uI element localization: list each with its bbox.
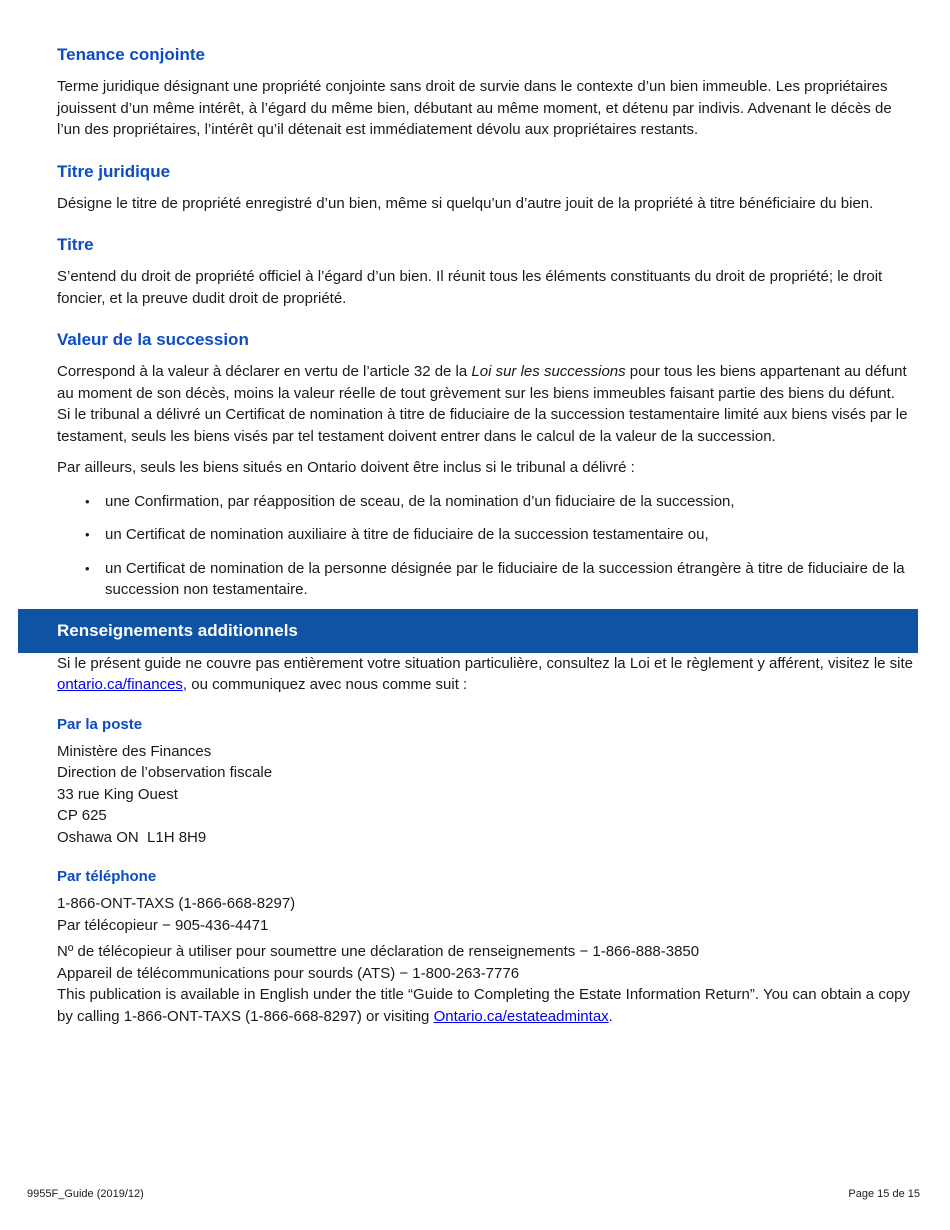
list-item: • un Certificat de nomination de la personne désignée par le fiduciaire de la succession étrangère à titre de fiduciaire de la succession non testamentaire. <box>85 558 918 601</box>
phone-line: 1-866-ONT-TAXS (1-866-668-8297) <box>57 895 296 912</box>
address-line: Oshawa ON L1H 8H9 <box>57 828 207 846</box>
paragraph-valeur-3: Par ailleurs, seuls les biens situés en Ontario doivent être inclus si le tribunal a délivré : <box>57 459 635 476</box>
phone-line: Appareil de télécommunications pour sourds (ATS) − 1-800-263-7776 <box>57 964 520 982</box>
heading-par-telephone: Par téléphone <box>57 868 157 885</box>
bullet-list-valeur <box>57 491 918 601</box>
heading-titre-juridique: Titre juridique <box>57 161 171 181</box>
heading-tenance-conjointe: Tenance conjointe <box>57 45 205 64</box>
paragraph-additional-intro <box>57 653 918 696</box>
link-ontario-finances[interactable]: ontario.ca/finances <box>57 676 183 693</box>
footer-page-number: Page 15 de 15 <box>848 1188 920 1200</box>
paragraph-english-note-text-end: . <box>608 1007 613 1025</box>
paragraph-english-note <box>57 984 918 1027</box>
paragraph-english-note-text: This publication is available in English under the title “Guide to Completing the Estate Information Return”. You can obtain a copy by calling 1-866-ONT-TAXS (1-866-668-8297) or visiting <box>57 986 911 1025</box>
paragraph-valeur-1-law-title: Loi sur les successions <box>471 363 626 380</box>
paragraph-titre-juridique: Désigne le titre de propriété enregistré d’un bien, même si quelqu’un d’autre jouit de la propriété à titre bénéficiaire du bien. <box>57 194 874 212</box>
paragraph-tenance-conjointe: Terme juridique désignant une propriété conjointe sans droit de survie dans le contexte d’un bien immeuble. Les propriétaires jouissent d’un même intérêt, à l’égard du même bien, débutant au même moment, et détenu par indivis. Advenant le décès de l’un des propriétaires, l’intérêt qu’il détenait est immédiatement dévolu aux propriétaires restants. <box>57 78 892 138</box>
list-item: • un Certificat de nomination auxiliaire à titre de fiduciaire de la succession testamentaire ou, <box>85 524 918 546</box>
heading-titre: Titre <box>57 235 94 254</box>
paragraph-valeur-1-text: Correspond à la valeur à déclarer en vertu de l’article 32 de la <box>57 363 472 380</box>
paragraph-valeur-1 <box>57 361 918 404</box>
paragraph-additional-intro-text-end: , ou communiquez avec nous comme suit : <box>182 676 468 693</box>
heading-valeur-succession: Valeur de la succession <box>57 330 249 349</box>
phone-line: Nº de télécopieur à utiliser pour soumettre une déclaration de renseignements − 1-866-888-3850 <box>57 943 700 960</box>
mail-address-block <box>57 741 918 849</box>
paragraph-additional-intro-text: Si le présent guide ne couvre pas entièrement votre situation particulière, consultez la Loi et le règlement y afférent, visitez le site <box>57 654 914 672</box>
page-footer <box>27 1188 920 1200</box>
address-line: CP 625 <box>57 807 107 824</box>
footer-form-number: 9955F_Guide (2019/12) <box>27 1188 144 1200</box>
phone-block <box>57 893 918 984</box>
list-item: • une Confirmation, par réapposition de sceau, de la nomination d’un fiduciaire de la succession, <box>85 491 918 513</box>
paragraph-titre: S’entend du droit de propriété officiel à l’égard d’un bien. Il réunit tous les éléments constituants du droit de propriété; le droit foncier, et la preuve dudit droit de propriété. <box>57 268 883 307</box>
banner-renseignements-additionnels: Renseignements additionnels <box>18 609 918 653</box>
paragraph-valeur-2: Si le tribunal a délivré un Certificat de nomination à titre de fiduciaire de la succession testamentaire limité aux biens visés par le testament, seuls les biens visés par tel testament doivent entrer dans le calcul de la valeur de la succession. <box>57 406 908 445</box>
address-line: 33 rue King Ouest <box>57 785 178 803</box>
address-line: Direction de l’observation fiscale <box>57 764 273 781</box>
heading-par-la-poste: Par la poste <box>57 715 143 733</box>
address-line: Ministère des Finances <box>57 742 212 760</box>
link-estateadmintax[interactable]: Ontario.ca/estateadmintax <box>433 1007 609 1025</box>
phone-line: Par télécopieur − 905-436-4471 <box>57 916 269 934</box>
paragraph-valeur-1-text-end: pour tous les biens appartenant au défunt au moment de son décès, moins la valeur réelle de tout grèvement sur les biens immeubles faisant partie des biens du défunt. <box>57 363 907 402</box>
